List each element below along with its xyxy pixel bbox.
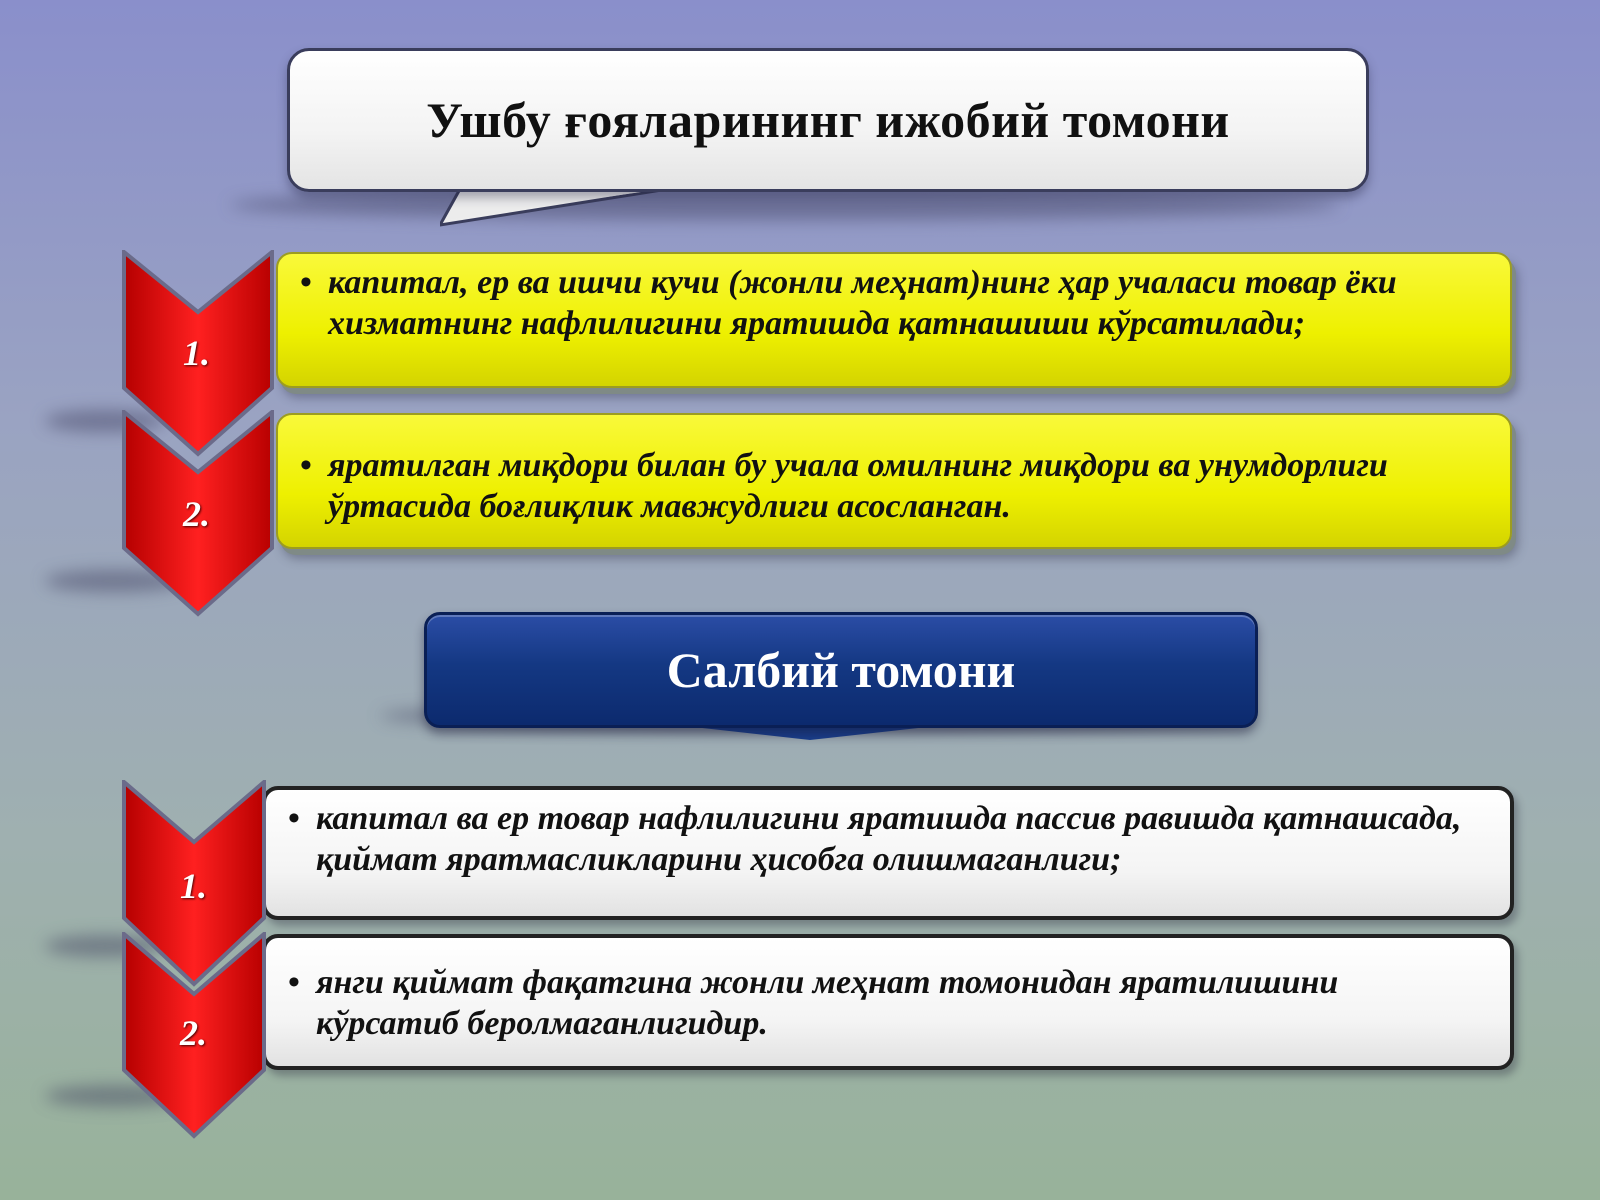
positive-item-2-number: 2. — [183, 494, 210, 534]
negative-item-1 — [262, 786, 1514, 920]
positive-item-2-text: • яратилган миқдори билан бу учала омилнинг миқдори ва унумдорлиги ўртасида боғлиқлик мавжудлиги асосланган. — [328, 445, 1480, 527]
negative-item-2-number: 2. — [180, 1013, 207, 1053]
positive-item-1-text: • капитал, ер ва ишчи кучи (жонли меҳнат)нинг ҳар учаласи товар ёки хизматнинг нафлилигини яратишда қатнашиши кўрсатилади; — [328, 262, 1480, 344]
negative-item-1-text: • капитал ва ер товар нафлилигини яратишда пассив равишда қатнашсада, қиймат яратмасликларини ҳисобга олишмаганлиги; — [316, 798, 1480, 880]
positive-item-1 — [276, 252, 1512, 388]
negative-item-1-number: 1. — [180, 866, 207, 906]
negative-heading: Салбий томони — [666, 642, 1016, 698]
negative-item-2 — [262, 934, 1514, 1070]
positive-item-1-number: 1. — [183, 333, 210, 373]
positive-heading-bubble — [287, 48, 1369, 192]
positive-item-2 — [276, 413, 1512, 549]
negative-item-2-text: • янги қиймат фақатгина жонли меҳнат томонидан яратилишини кўрсатиб беролмаганлигидир. — [316, 962, 1480, 1044]
negative-heading-banner — [424, 612, 1258, 728]
positive-heading: Ушбу ғояларининг ижобий томони — [426, 92, 1230, 148]
